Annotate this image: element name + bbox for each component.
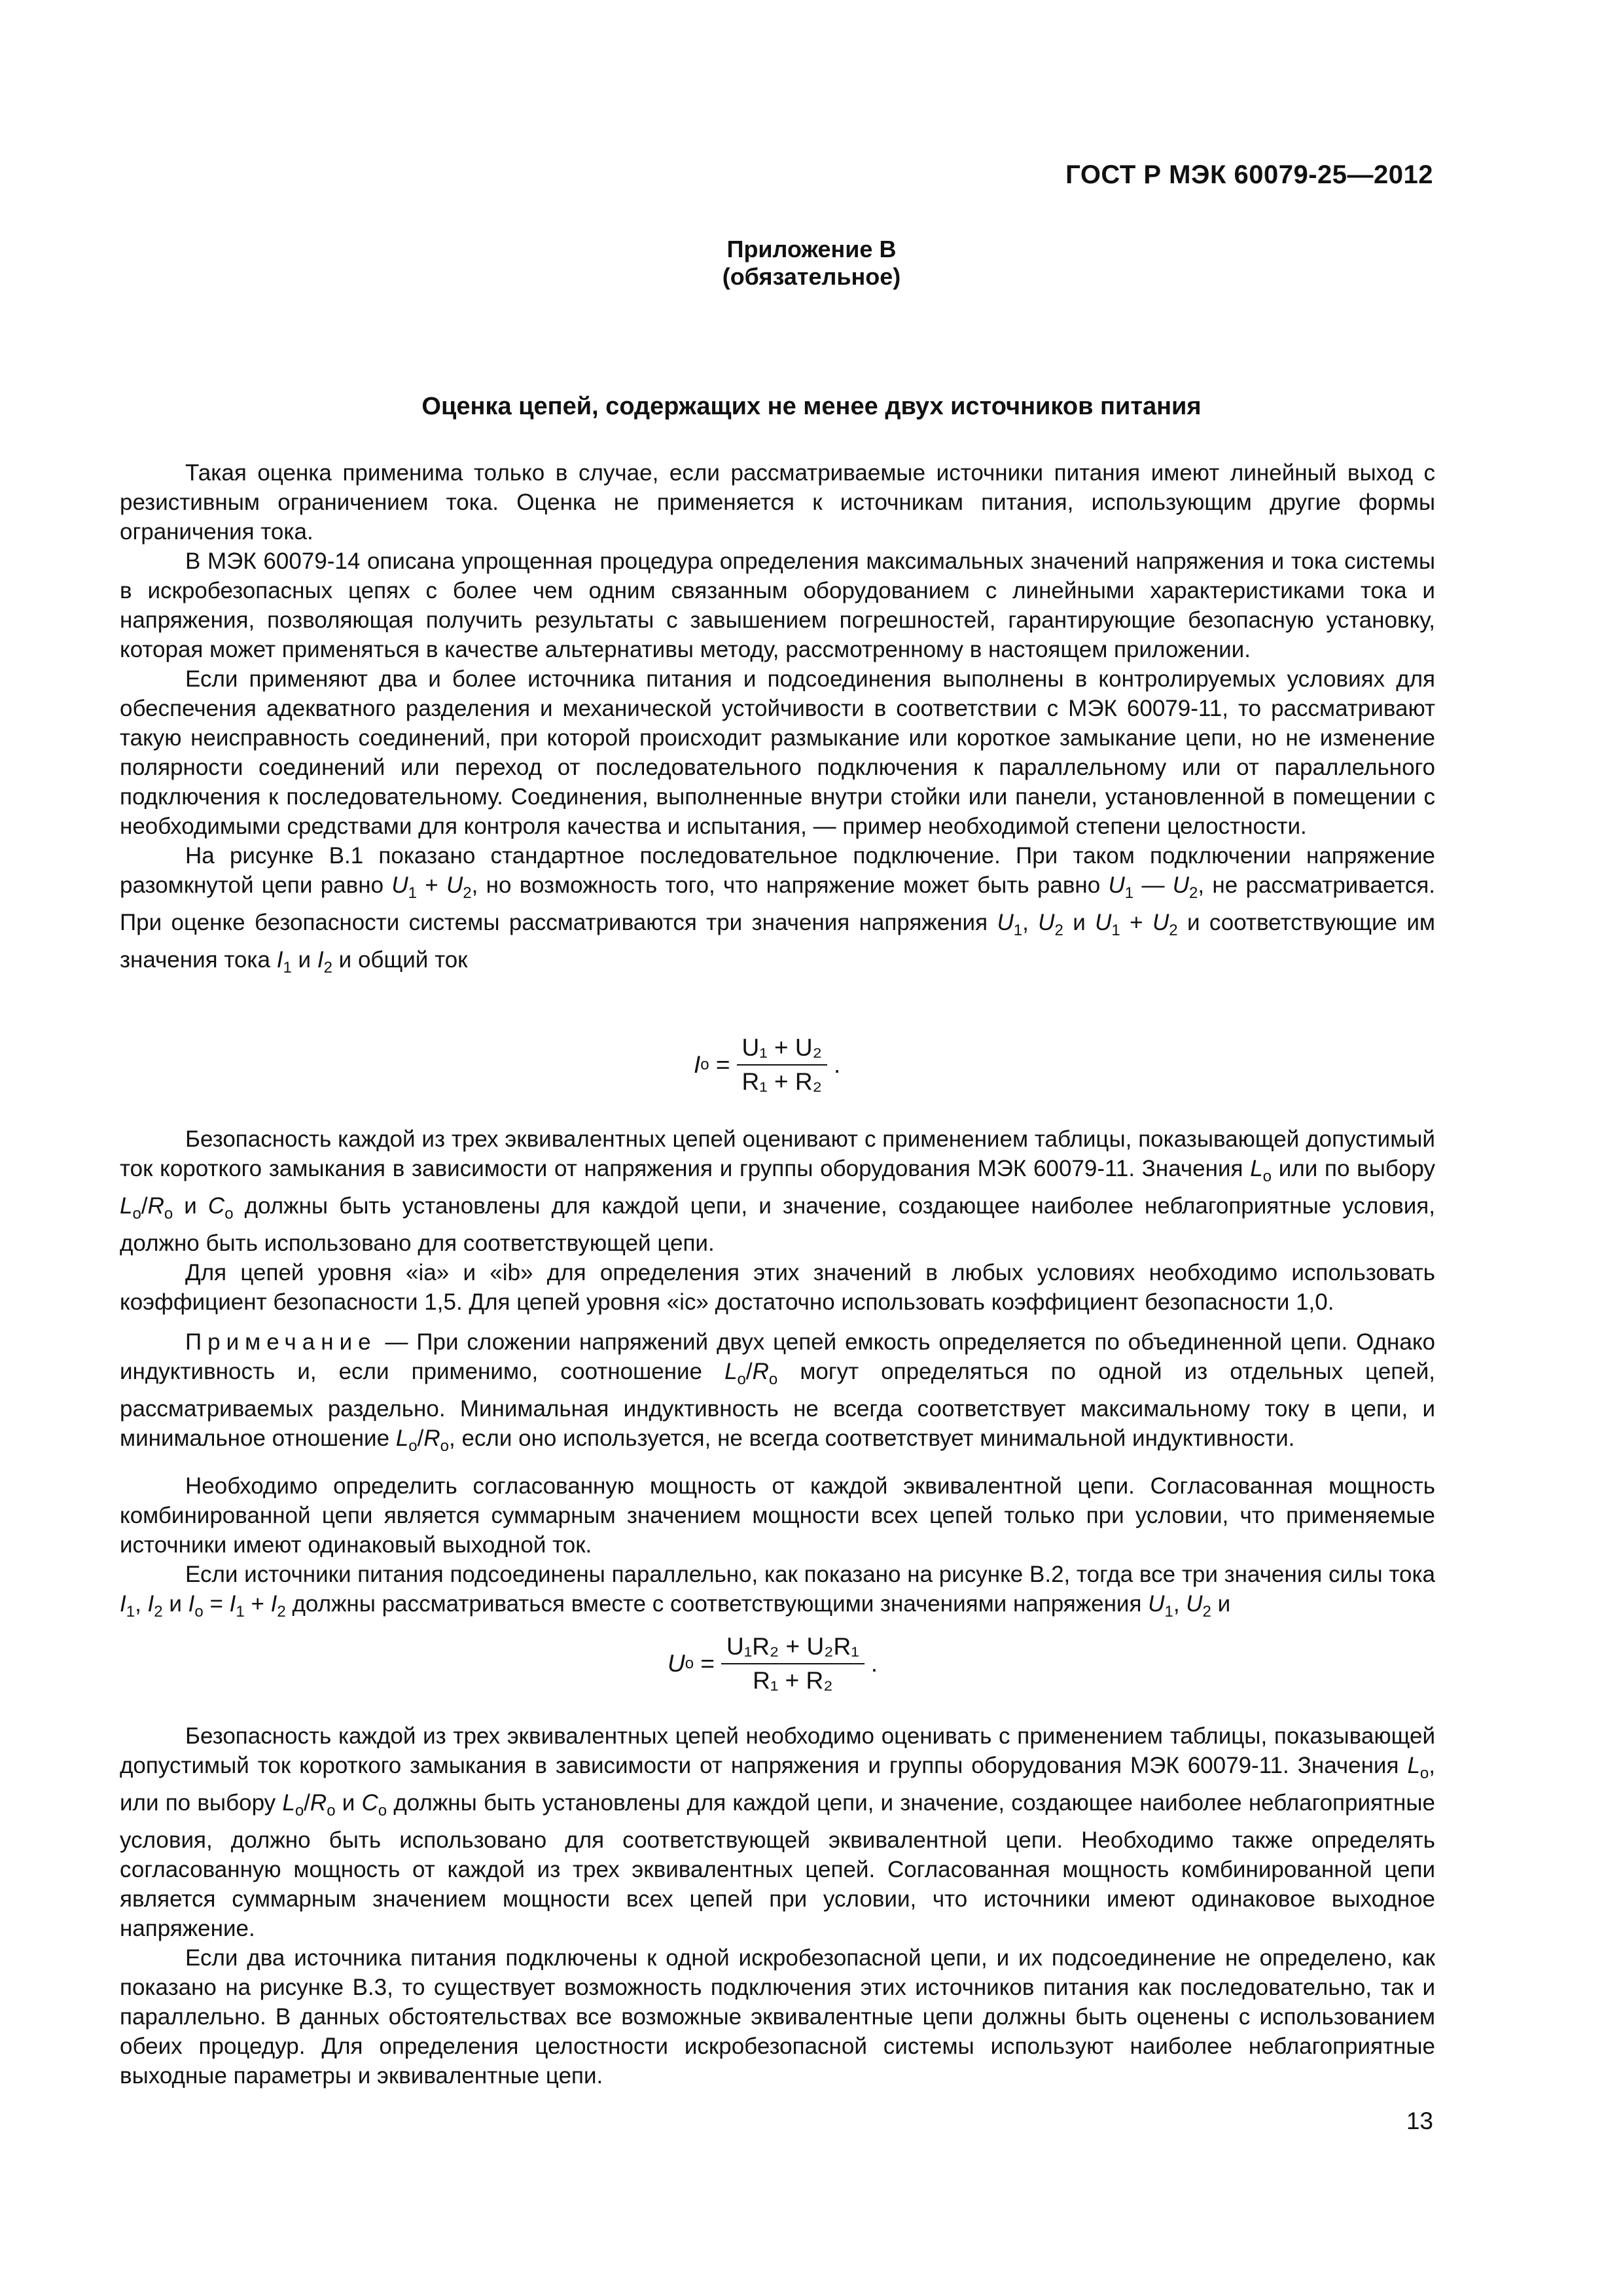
text-block-3 [120, 1721, 1435, 2090]
paragraph: На рисунке В.1 показано стандартное последовательное подключение. При таком подключении напряжение разомкнутой цепи равно $U_1 + U_2$, но возможность того, что напряжение может быть равно $U_1$ — $U_2$, не рассматривается. При оценке безопасности системы рассматриваются три значения напряжения $U_1$, $U_2$ и $U_1 + U_2$ и соответствующие им значения тока $I_1$ и $I_2$ и общий ток [120, 843, 1436, 977]
total-current-formula: I o = $\frac{\text{U₁ + U₂}}{\text{R₁ + R₂}}$ . [694, 1034, 841, 1095]
paragraph: Такая оценка применима только в случае, если рассматриваемые источники питания имеют линейный выход с резистивным ограничением тока. Оценка не применяется к источникам питания, использующим другие формы ограничения тока. [120, 460, 1435, 545]
text-block-1 [120, 458, 1435, 982]
paragraph: Безопасность каждой из трех эквивалентных цепей оценивают с применением таблицы, показывающей допустимый ток короткого замыкания в зависимости от напряжения и группы оборудования МЭК 60079-11. Значения $L_o$ или по выбору $L_o/R_o$ и $C_o$ должны быть установлены для каждой цепи, и значение, создающее наиболее неблагоприятные условия, должно быть использовано для соответствующей цепи. [120, 1126, 1435, 1256]
annex-title: Оценка цепей, содержащих не менее двух источников питания [421, 393, 1202, 420]
paragraph: Для цепей уровня «ia» и «ib» для определения этих значений в любых условиях необходимо использовать коэффициент безопасности 1,5. Для цепей уровня «ic» достаточно использовать коэффициент безопасности 1,0. [120, 1260, 1435, 1315]
standard-header: ГОСТ Р МЭК 60079-25—2012 [1065, 160, 1433, 189]
paragraph: Безопасность каждой из трех эквивалентных цепей необходимо оценивать с применением таблицы, показывающей допустимый ток короткого замыкания в зависимости от напряжения и группы оборудования МЭК 60079-11. Значения $L_o$, или по выбору $L_o/R_o$ и $C_o$ должны быть установлены для каждой цепи, и значение, создающее наиболее неблагоприятные условия, должно быть использовано для соответствующей эквивалентной цепи. Необходимо также определять согласованную мощность от каждой из трех эквивалентных цепей. Согласованная мощность комбинированной цепи является суммарным значением мощности всех цепей при условии, что источники имеют одинаковое выходное напряжение. [120, 1723, 1435, 1941]
page-number: 13 [1406, 2108, 1433, 2134]
text-block-2 [120, 1124, 1435, 1626]
paragraph: Если источники питания подсоединены параллельно, как показано на рисунке В.2, тогда все три значения силы тока $I_1$, $I_2$ и $I_o = I_1 + I_2$ должны рассматриваться вместе с соответствующими значениями напряжения $U_1$, $U_2$ и [120, 1562, 1435, 1621]
paragraph: В МЭК 60079-14 описана упрощенная процедура определения максимальных значений напряжения и тока системы в искробезопасных цепях с более чем одним связанным оборудованием с линейными характеристиками тока и напряжения, позволяющая получить результаты с завышением погрешностей, гарантирующие безопасную установку, которая может применяться в качестве альтернативы методу, рассмотренному в настоящем приложении. [120, 548, 1435, 662]
output-voltage-formula: U o = $\frac{\text{U₁R₂ + U₂R₁}}{\text{R₁ + R₂}}$ . [668, 1633, 878, 1694]
paragraph: Если применяют два и более источника питания и подсоединения выполнены в контролируемых условиях для обеспечения адекватного разделения и механической устойчивости в соответствии с МЭК 60079-11, то рассматривают такую неисправность соединений, при которой происходит размыкание или короткое замыкание цепи, но не изменение полярности соединений или переход от последовательного подключения к параллельному или от параллельного подключения к последовательному. Соединения, выполненные внутри стойки или панели, установленной в помещении с необходимыми средствами для контроля качества и испытания, — пример необходимой степени целостности. [120, 666, 1435, 839]
annex-status: (обязательное) [722, 263, 901, 290]
annex-label: Приложение В [726, 236, 897, 262]
paragraph: Если два источника питания подключены к одной искробезопасной цепи, и их подсоединение не определено, как показано на рисунке В.3, то существует возможность подключения этих источников питания как последовательно, так и параллельно. В данных обстоятельствах все возможные эквивалентные цепи должны быть оценены с использованием обеих процедур. Для определения целостности искробезопасной системы используют наиболее неблагоприятные выходные параметры и эквивалентные цепи. [120, 1945, 1435, 2089]
paragraph: Необходимо определить согласованную мощность от каждой эквивалентной цепи. Согласованная мощность комбинированной цепи является суммарным значением мощности всех цепей только при условии, что применяемые источники имеют одинаковый выходной ток. [120, 1473, 1435, 1558]
note: Примечание — При сложении напряжений двух цепей емкость определяется по объединенной цепи. Однако индуктивность и, если применимо, соотношение $L_o/R_o$ могут определяться по одной из отдельных цепей, рассматриваемых раздельно. Минимальная индуктивность не всегда соответствует максимальному току в цепи, и минимальное отношение $L_o/R_o$, если оно используется, не всегда соответствует минимальной индуктивности. [120, 1329, 1435, 1455]
